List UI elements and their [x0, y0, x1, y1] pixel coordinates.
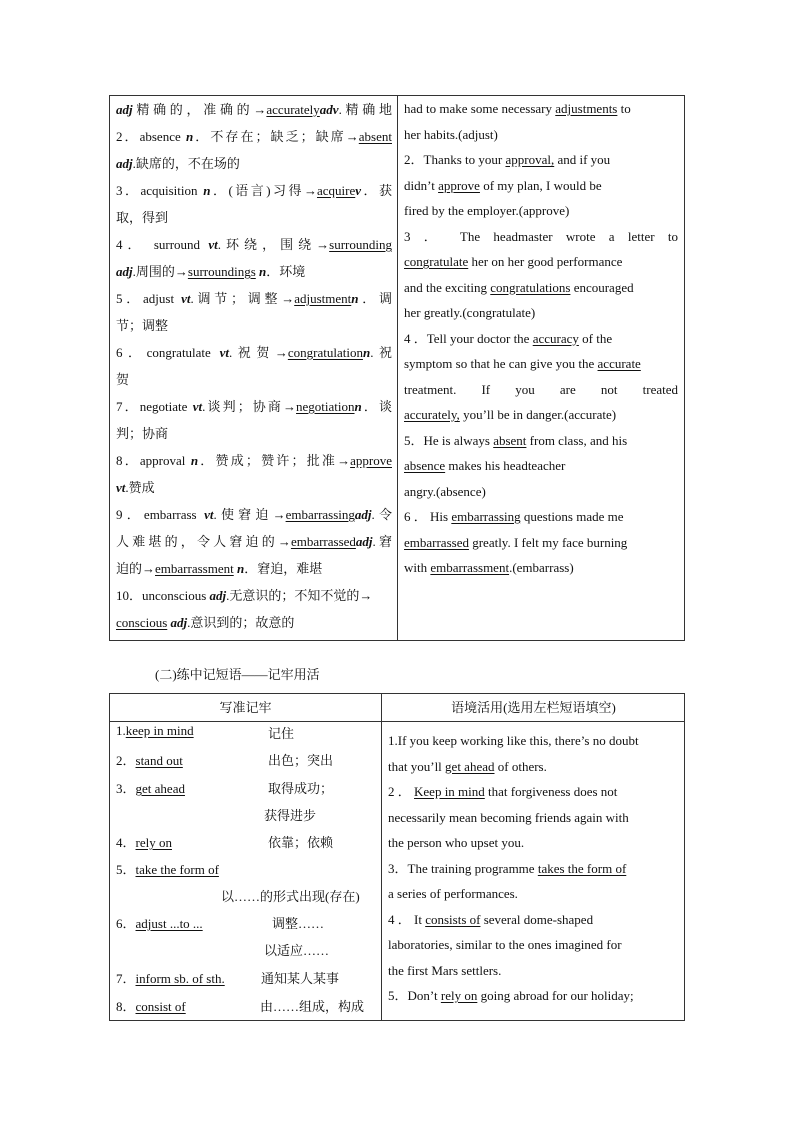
word-line: 8．approval n．赞成；赞许；批准→approve	[116, 453, 392, 468]
header-right: 语境活用(选用左栏短语填空)	[451, 700, 616, 715]
word-line: 迫的→embarrassment n．窘迫，难堪	[116, 561, 323, 576]
phrase-item: 7．inform sb. of sth. 通知某人某事	[116, 971, 340, 986]
word-line: vt.赞成	[116, 480, 155, 495]
context-line: 4 ． It consists of several dome-shaped	[388, 911, 594, 927]
section-title: (二)练中记短语——记牢用活	[155, 667, 320, 682]
sentence-line: had to make some necessary adjustments to	[404, 101, 631, 116]
sentence-line: accurately, you’ll be in danger.(accurate)	[404, 407, 617, 422]
header-separator	[110, 721, 684, 722]
word-line: 贺	[116, 372, 130, 387]
context-line: a series of performances.	[388, 886, 518, 901]
sentence-line: didn’t approve of my plan, I would be	[404, 177, 602, 193]
sentence-line: 4 ．Tell your doctor the accuracy of the	[404, 330, 613, 346]
usage-sentences-column	[404, 96, 678, 581]
sentence-line: congratulate her on her good performance	[404, 254, 623, 269]
word-line: 9．embarrass vt.使窘迫→embarrassingadj.令	[116, 507, 392, 522]
word-line: 3．acquisition n．(语言)习得→acquirev．获	[116, 183, 392, 198]
vocabulary-table	[109, 95, 685, 641]
sentence-line: angry.(absence)	[404, 483, 486, 499]
context-line: 2 ． Keep in mind that forgiveness does not	[388, 784, 618, 799]
column-divider	[397, 96, 398, 640]
sentence-line: her habits.(adjust)	[404, 126, 498, 142]
sentence-line: 2．Thanks to your approval, and if you	[404, 152, 611, 167]
word-line: 节；调整	[116, 318, 169, 333]
word-line: 5．adjust vt.调节；调整→adjustmentn．调	[116, 291, 392, 306]
sentence-line: her greatly.(congratulate)	[404, 305, 536, 320]
word-line: 人难堪的，令人窘迫的→embarrassedadj.窘	[116, 534, 392, 549]
sentence-line: treatment. If you are not treated	[404, 381, 678, 397]
word-line: 2．absence n．不存在；缺乏；缺席→absent	[116, 129, 392, 144]
word-line: adj.缺席的，不在场的	[116, 156, 240, 171]
sentence-line: 6 ． His embarrassing questions made me	[404, 509, 624, 524]
sentence-line: 5．He is always absent from class, and his	[404, 432, 628, 448]
word-family-column	[116, 96, 392, 636]
context-sentences	[388, 728, 678, 1009]
phrase-item: 6．adjust ...to ... 调整…… 以适应……	[116, 916, 330, 958]
phrase-item: 8．consist of 由……组成，构成	[116, 999, 365, 1014]
phrase-item: 4．rely on 依靠；依赖	[116, 835, 334, 850]
word-line: 6．congratulate vt.祝贺→congratulationn.祝	[116, 345, 392, 360]
phrases-table	[109, 693, 685, 1021]
phrase-item: 5．take the form of 以……的形式出现(存在)	[116, 862, 360, 904]
context-line: 5．Don’t rely on going abroad for our holiday;	[388, 988, 634, 1003]
phrase-item: 3．get ahead 取得成功； 获得进步	[116, 781, 334, 823]
word-line: adj精确的，准确的→accuratelyadv.精确地	[116, 102, 392, 117]
word-line: conscious adj.意识到的；故意的	[116, 615, 295, 630]
word-line: adj.周围的→surroundings n．环境	[116, 264, 306, 279]
sentence-line: 3 ． The headmaster wrote a letter to	[404, 228, 678, 244]
context-line: that you’ll get ahead of others.	[388, 758, 547, 774]
context-line: 3．The training programme takes the form of	[388, 860, 627, 876]
phrase-item: 1.keep in mind 记住	[116, 723, 295, 741]
word-line: 取，得到	[116, 210, 169, 225]
context-line: the person who upset you.	[388, 835, 525, 850]
context-line: 1.If you keep working like this, there’s no doubt	[388, 733, 639, 748]
context-line: the first Mars settlers.	[388, 962, 502, 978]
word-line: 4． surround vt.环绕，围绕→surrounding	[116, 237, 392, 252]
word-line: 7．negotiate vt.谈判；协商→negotiationn．谈	[116, 399, 392, 414]
header-left: 写准记牢	[219, 700, 272, 715]
sentence-line: fired by the employer.(approve)	[404, 203, 570, 218]
context-line: necessarily mean becoming friends again with	[388, 809, 629, 825]
sentence-line: embarrassed greatly. I felt my face burning	[404, 534, 628, 550]
word-line: 判；协商	[116, 426, 169, 441]
sentence-line: absence makes his headteacher	[404, 458, 566, 473]
sentence-line: with embarrassment.(embarrass)	[404, 560, 574, 575]
context-line: laboratories, similar to the ones imagined for	[388, 937, 622, 952]
sentence-line: symptom so that he can give you the accurate	[404, 356, 641, 371]
word-line: 10．unconscious adj.无意识的；不知不觉的→	[116, 588, 373, 603]
sentence-line: and the exciting congratulations encouraged	[404, 279, 634, 295]
phrase-item: 2．stand out 出色；突出	[116, 753, 334, 768]
column-divider	[381, 694, 382, 1020]
